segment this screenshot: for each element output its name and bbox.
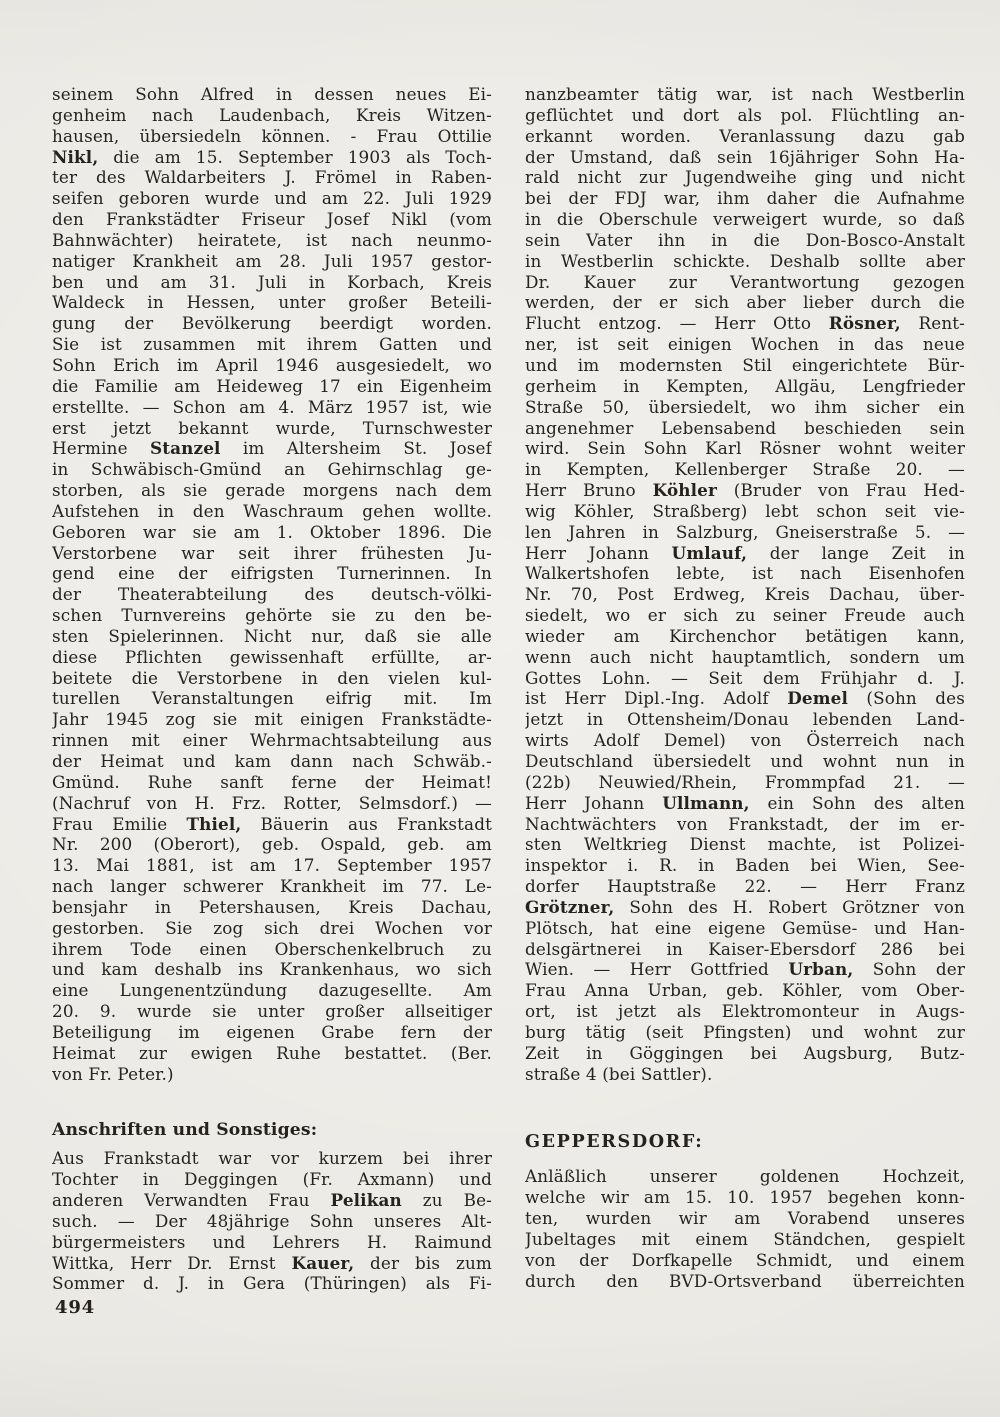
- text-line: der Theaterabteilung des deutsch-völki-: [52, 584, 492, 605]
- text-line: Dr. Kauer zur Verantwortung gezogen: [525, 271, 965, 292]
- text-line: inspektor i. R. in Baden bei Wien, See-: [525, 855, 965, 876]
- text-line: schen Turnvereins gehörte sie zu den be-: [52, 605, 492, 626]
- text-line: und im modernsten Stil eingerichtete Bür-: [525, 354, 965, 375]
- text-line: rinnen mit einer Wehrmachtsabteilung aus: [52, 730, 492, 751]
- text-line: Gmünd. Ruhe sanft ferne der Heimat!: [52, 771, 492, 792]
- text-line: seifen geboren wurde und am 22. Juli 1929: [52, 188, 492, 209]
- text-line: Hermine Stanzel im Altersheim St. Josef: [52, 438, 492, 459]
- text-line: Waldeck in Hessen, unter großer Beteili-: [52, 292, 492, 313]
- text-line: Wien. — Herr Gottfried Urban, Sohn der: [525, 959, 965, 980]
- text-line: ter des Waldarbeiters J. Frömel in Raben-: [52, 167, 492, 188]
- text-line: sten Weltkrieg Dienst machte, ist Polizei-: [525, 834, 965, 855]
- text-line: Verstorbene war seit ihrer frühesten Ju-: [52, 542, 492, 563]
- text-line: Herr Johann Ullmann, ein Sohn des alten: [525, 792, 965, 813]
- text-line: wenn auch nicht hauptamtlich, sondern um: [525, 646, 965, 667]
- text-line: Beteiligung im eigenen Grabe fern der: [52, 1021, 492, 1042]
- section-heading: GEPPERSDORF:: [525, 1130, 704, 1152]
- text-line: Frau Anna Urban, geb. Köhler, vom Ober-: [525, 980, 965, 1001]
- text-line: len Jahren in Salzburg, Gneiserstraße 5. —: [525, 521, 965, 542]
- text-line: rald nicht zur Jugendweihe ging und nicht: [525, 167, 965, 188]
- text-line: in Kempten, Kellenberger Straße 20. —: [525, 459, 965, 480]
- text-line: gestorben. Sie zog sich drei Wochen vor: [52, 917, 492, 938]
- text-line: in Westberlin schickte. Deshalb sollte aber: [525, 250, 965, 271]
- text-line: Tochter in Deggingen (Fr. Axmann) und: [52, 1169, 492, 1190]
- text-line: der Umstand, daß sein 16jähriger Sohn Ha-: [525, 146, 965, 167]
- text-line: Wittka, Herr Dr. Ernst Kauer, der bis zum: [52, 1252, 492, 1273]
- text-line: eine Lungenentzündung dazugesellte. Am: [52, 980, 492, 1001]
- text-line: Flucht entzog. — Herr Otto Rösner, Rent-: [525, 313, 965, 334]
- paragraph: [525, 84, 965, 1085]
- text-line: gerheim in Kempten, Allgäu, Lengfrieder: [525, 375, 965, 396]
- text-line: ihrem Tode einen Oberschenkelbruch zu: [52, 938, 492, 959]
- text-line: Bahnwächter) heiratete, ist nach neunmo-: [52, 229, 492, 250]
- text-line: gung der Bevölkerung beerdigt worden.: [52, 313, 492, 334]
- text-line: durch den BVD-Ortsverband überreichten: [525, 1270, 965, 1291]
- text-line: nanzbeamter tätig war, ist nach Westberlin: [525, 84, 965, 104]
- text-line: bürgermeisters und Lehrers H. Raimund: [52, 1231, 492, 1252]
- text-line: wig Köhler, Straßberg) lebt schon seit vie-: [525, 500, 965, 521]
- text-line: ten, wurden wir am Vorabend unseres: [525, 1208, 965, 1229]
- text-line: natiger Krankheit am 28. Juli 1957 gestor-: [52, 250, 492, 271]
- text-line: Heimat zur ewigen Ruhe bestattet. (Ber.: [52, 1042, 492, 1063]
- text-line: Geboren war sie am 1. Oktober 1896. Die: [52, 521, 492, 542]
- text-line: Anläßlich unserer goldenen Hochzeit,: [525, 1166, 965, 1187]
- text-line: siedelt, wo er sich zu seiner Freude auch: [525, 605, 965, 626]
- text-line: von der Dorfkapelle Schmidt, und einem: [525, 1249, 965, 1270]
- text-line: wird. Sein Sohn Karl Rösner wohnt weiter: [525, 438, 965, 459]
- text-line: Aus Frankstadt war vor kurzem bei ihrer: [52, 1148, 492, 1169]
- text-line: beitete die Verstorbene in den vielen kul-: [52, 667, 492, 688]
- text-line: Nachtwächters von Frankstadt, der im er-: [525, 813, 965, 834]
- right-column: [525, 84, 965, 1294]
- text-line: jetzt in Ottensheim/Donau lebenden Land-: [525, 709, 965, 730]
- text-line: Sohn Erich im April 1946 ausgesiedelt, wo: [52, 354, 492, 375]
- text-line: Jubeltages mit einem Ständchen, gespielt: [525, 1228, 965, 1249]
- text-line: 20. 9. wurde sie unter großer allseitiger: [52, 1001, 492, 1022]
- text-line: hausen, übersiedeln können. - Frau Ottilie: [52, 125, 492, 146]
- text-line: Grötzner, Sohn des H. Robert Grötzner von: [525, 896, 965, 917]
- text-line: (Nachruf von H. Frz. Rotter, Selmsdorf.) —: [52, 792, 492, 813]
- text-line: den Frankstädter Friseur Josef Nikl (vom: [52, 209, 492, 230]
- text-line: such. — Der 48jährige Sohn unseres Alt-: [52, 1210, 492, 1231]
- text-line: und kam deshalb ins Krankenhaus, wo sich: [52, 959, 492, 980]
- text-line: (22b) Neuwied/Rhein, Frommpfad 21. —: [525, 771, 965, 792]
- paragraph: [52, 1148, 492, 1294]
- text-line: in die Oberschule verweigert wurde, so daß: [525, 209, 965, 230]
- left-column: [52, 84, 492, 1294]
- text-line: erst jetzt bekannt wurde, Turnschwester: [52, 417, 492, 438]
- text-line: Sie ist zusammen mit ihrem Gatten und: [52, 334, 492, 355]
- section-heading: Anschriften und Sonstiges:: [52, 1119, 318, 1140]
- text-line: werden, der er sich aber lieber durch die: [525, 292, 965, 313]
- text-line: ort, ist jetzt als Elektromonteur in Augs-: [525, 1001, 965, 1022]
- text-line: dorfer Hauptstraße 22. — Herr Franz: [525, 876, 965, 897]
- text-line: angenehmer Lebensabend beschieden sein: [525, 417, 965, 438]
- text-line: erstellte. — Schon am 4. März 1957 ist, wie: [52, 396, 492, 417]
- text-line: Nr. 200 (Oberort), geb. Ospald, geb. am: [52, 834, 492, 855]
- text-line: diese Pflichten gewissenhaft erfüllte, ar-: [52, 646, 492, 667]
- text-line: erkannt worden. Veranlassung dazu gab: [525, 125, 965, 146]
- text-line: bensjahr in Petershausen, Kreis Dachau,: [52, 896, 492, 917]
- text-line: Frau Emilie Thiel, Bäuerin aus Frankstadt: [52, 813, 492, 834]
- text-line: nach langer schwerer Krankheit im 77. Le-: [52, 876, 492, 897]
- text-line: Plötsch, hat eine eigene Gemüse- und Han-: [525, 917, 965, 938]
- text-line: Herr Bruno Köhler (Bruder von Frau Hed-: [525, 480, 965, 501]
- text-line: der Heimat und kam dann nach Schwäb.-: [52, 751, 492, 771]
- text-columns: [52, 84, 965, 1294]
- text-line: wirts Adolf Demel) von Österreich nach: [525, 730, 965, 751]
- text-line: genheim nach Laudenbach, Kreis Witzen-: [52, 104, 492, 125]
- text-line: Nikl, die am 15. September 1903 als Toch-: [52, 146, 492, 167]
- text-line: ist Herr Dipl.-Ing. Adolf Demel (Sohn des: [525, 688, 965, 709]
- text-line: Straße 50, übersiedelt, wo ihm sicher ein: [525, 396, 965, 417]
- text-line: Walkertshofen lebte, ist nach Eisenhofen: [525, 563, 965, 584]
- text-line: Jahr 1945 zog sie mit einigen Frankstädte-: [52, 709, 492, 730]
- text-line: welche wir am 15. 10. 1957 begehen konn-: [525, 1187, 965, 1208]
- text-line: anderen Verwandten Frau Pelikan zu Be-: [52, 1190, 492, 1211]
- text-line: straße 4 (bei Sattler).: [525, 1063, 713, 1084]
- text-line: Deutschland übersiedelt und wohnt nun in: [525, 751, 965, 771]
- text-line: sten Spielerinnen. Nicht nur, daß sie alle: [52, 625, 492, 646]
- paragraph: [525, 1166, 965, 1291]
- text-line: seinem Sohn Alfred in dessen neues Ei-: [52, 84, 492, 104]
- text-line: von Fr. Peter.): [52, 1063, 174, 1084]
- text-line: Herr Johann Umlauf, der lange Zeit in: [525, 542, 965, 563]
- text-line: sein Vater ihn in die Don-Bosco-Anstalt: [525, 229, 965, 250]
- text-line: Aufstehen in den Waschraum gehen wollte.: [52, 500, 492, 521]
- text-line: gend eine der eifrigsten Turnerinnen. In: [52, 563, 492, 584]
- text-line: ner, ist seit einigen Wochen in das neue: [525, 334, 965, 355]
- text-line: in Schwäbisch-Gmünd an Gehirnschlag ge-: [52, 459, 492, 480]
- text-line: bei der FDJ war, ihm daher die Aufnahme: [525, 188, 965, 209]
- paragraph: [52, 84, 492, 1085]
- text-line: Zeit in Göggingen bei Augsburg, Butz-: [525, 1042, 965, 1063]
- text-line: Gottes Lohn. — Seit dem Frühjahr d. J.: [525, 667, 965, 688]
- text-line: 13. Mai 1881, ist am 17. September 1957: [52, 855, 492, 876]
- text-line: ben und am 31. Juli in Korbach, Kreis: [52, 271, 492, 292]
- text-line: die Familie am Heideweg 17 ein Eigenheim: [52, 375, 492, 396]
- text-line: Sommer d. J. in Gera (Thüringen) als Fi-: [52, 1273, 492, 1294]
- text-line: burg tätig (seit Pfingsten) und wohnt zur: [525, 1021, 965, 1042]
- text-line: storben, als sie gerade morgens nach dem: [52, 480, 492, 501]
- text-line: wieder am Kirchenchor betätigen kann,: [525, 625, 965, 646]
- text-line: delsgärtnerei in Kaiser-Ebersdorf 286 bei: [525, 938, 965, 959]
- text-line: Nr. 70, Post Erdweg, Kreis Dachau, über-: [525, 584, 965, 605]
- page-number: 494: [55, 1297, 95, 1318]
- text-line: geflüchtet und dort als pol. Flüchtling an-: [525, 104, 965, 125]
- text-line: turellen Veranstaltungen eifrig mit. Im: [52, 688, 492, 709]
